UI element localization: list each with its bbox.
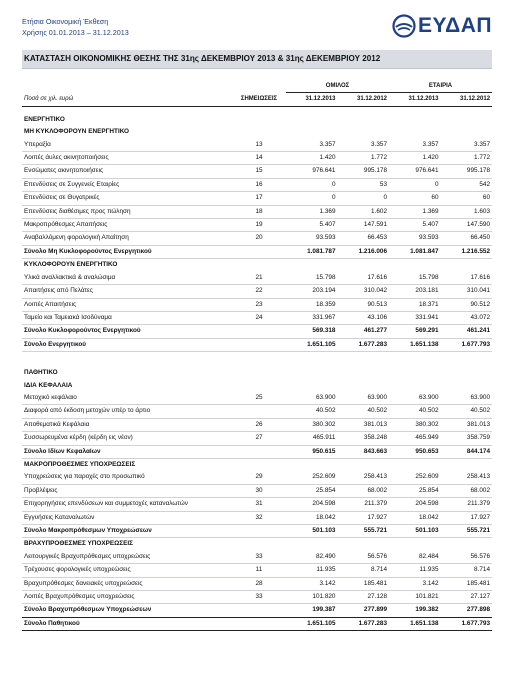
row-note: 14 [232, 152, 286, 165]
group-2012-value: 258.413 [338, 471, 390, 484]
statement-rows [22, 106, 492, 630]
company-2012-value: 1.603 [441, 205, 493, 218]
group-2013-value: 252.609 [286, 471, 338, 484]
group-2013-header: 31.12.2013 [286, 93, 338, 106]
company-2013-value: 60 [389, 192, 441, 205]
spacer-row [22, 352, 492, 368]
company-2012-value: 258.413 [441, 471, 493, 484]
row-note [232, 445, 286, 458]
table-row [22, 577, 492, 590]
subtotal-row [22, 445, 492, 458]
company-2012-value: 43.072 [441, 311, 493, 324]
row-label: Εγγυήσεις Καταναλωτών [22, 511, 232, 524]
company-2012-header: 31.12.2012 [441, 93, 493, 106]
company-2012-value: 60 [441, 192, 493, 205]
group-header: ΟΜΙΛΟΣ [286, 80, 389, 93]
row-label: Επενδύσεις σε Θυγατρικές [22, 192, 232, 205]
row-label: Σύνολο Ενεργητικού [22, 338, 232, 351]
row-note: 13 [232, 139, 286, 152]
company-2012-value: 68.002 [441, 484, 493, 497]
statement-title-bar [22, 50, 492, 69]
row-note: 33 [232, 591, 286, 604]
group-2012-header: 31.12.2012 [338, 93, 390, 106]
row-label: Σύνολο Παθητικού [22, 617, 232, 630]
table-row [22, 392, 492, 405]
row-label: Επενδύσεις σε Συγγενείς Εταιρίες [22, 178, 232, 191]
group-2012-value: 56.576 [338, 551, 390, 564]
company-2013-value: 63.900 [389, 392, 441, 405]
group-2013-value: 1.420 [286, 152, 338, 165]
notes-header: ΣΗΜΕΙΩΣΕΙΣ [232, 93, 286, 106]
company-2012-value: 17.616 [441, 272, 493, 285]
group-2013-value: 3.142 [286, 577, 338, 590]
group-2013-value: 11.935 [286, 564, 338, 577]
table-row [22, 551, 492, 564]
row-label: Μακροπρόθεσμες Απαιτήσεις [22, 219, 232, 232]
row-note [232, 325, 286, 338]
row-label: Λοιπές Βραχυπρόθεσμες υποχρεώσεις [22, 591, 232, 604]
group-2013-value: 101.820 [286, 591, 338, 604]
group-2012-value: 185.481 [338, 577, 390, 590]
subtotal-row [22, 604, 492, 617]
table-row [22, 232, 492, 245]
group-2013-value: 1.651.105 [286, 617, 338, 630]
company-2013-value: 15.798 [389, 272, 441, 285]
company-2013-header: 31.12.2013 [389, 93, 441, 106]
section-heading-row [22, 367, 492, 379]
group-2013-value: 569.318 [286, 325, 338, 338]
row-note: 31 [232, 498, 286, 511]
company-2012-value: 27.127 [441, 591, 493, 604]
group-2013-value: 199.387 [286, 604, 338, 617]
group-2012-value: 66.453 [338, 232, 390, 245]
company-2012-value: 185.481 [441, 577, 493, 590]
row-label: Ταμείο και Ταμειακά Ισοδύναμα [22, 311, 232, 324]
company-2013-value: 569.291 [389, 325, 441, 338]
row-note [232, 405, 286, 418]
company-2012-value: 1.772 [441, 152, 493, 165]
company-2013-value: 0 [389, 178, 441, 191]
row-label: Σύνολο Κυκλοφορούντος Ενεργητικού [22, 325, 232, 338]
row-label: Σύνολο Μη Κυκλοφορούντος Ενεργητικού [22, 245, 232, 258]
group-2012-value: 843.663 [338, 445, 390, 458]
company-logo [392, 14, 496, 38]
company-2013-value: 25.854 [389, 484, 441, 497]
group-2013-value: 1.081.787 [286, 245, 338, 258]
group-2013-value: 501.103 [286, 525, 338, 538]
group-2013-value: 63.900 [286, 392, 338, 405]
row-note: 30 [232, 484, 286, 497]
row-label: Αποθεματικά Κεφάλαια [22, 418, 232, 431]
row-note: 28 [232, 577, 286, 590]
table-row [22, 591, 492, 604]
group-2013-value: 0 [286, 178, 338, 191]
row-label: Τρέχουσες φορολογικές υποχρεώσεις [22, 564, 232, 577]
row-label: Ενσώματες ακινητοποιήσεις [22, 165, 232, 178]
group-2012-value: 27.128 [338, 591, 390, 604]
row-note: 24 [232, 311, 286, 324]
row-label: Λοιπές άυλες ακινητοποιήσεις [22, 152, 232, 165]
group-2012-value: 1.772 [338, 152, 390, 165]
company-2013-value: 199.382 [389, 604, 441, 617]
group-2012-value: 147.591 [338, 219, 390, 232]
group-2012-value: 995.178 [338, 165, 390, 178]
group-2013-value: 3.357 [286, 139, 338, 152]
company-2012-value: 1.677.793 [441, 617, 493, 630]
row-label: Υλικά αναλλακτικά & αναλώσιμα [22, 272, 232, 285]
row-note: 21 [232, 272, 286, 285]
table-row [22, 418, 492, 431]
row-note: 26 [232, 418, 286, 431]
table-row [22, 498, 492, 511]
group-2013-value: 40.502 [286, 405, 338, 418]
group-2013-value: 25.854 [286, 484, 338, 497]
company-2012-value: 995.178 [441, 165, 493, 178]
company-2013-value: 3.357 [389, 139, 441, 152]
row-note: 25 [232, 392, 286, 405]
group-2012-value: 1.602 [338, 205, 390, 218]
table-row [22, 272, 492, 285]
company-header: ΕΤΑΙΡΙΑ [389, 80, 492, 93]
row-note: 23 [232, 298, 286, 311]
logo-wordmark: ΕΥΔΑΠ [418, 14, 493, 37]
company-2013-value: 40.502 [389, 405, 441, 418]
company-2013-value: 1.651.138 [389, 617, 441, 630]
section-heading-row [22, 458, 492, 471]
row-label: Σύνολο Μακροπρόθεσμων Υποχρεώσεων [22, 525, 232, 538]
group-2013-value: 1.369 [286, 205, 338, 218]
subtotal-row [22, 617, 492, 630]
group-2012-value: 555.721 [338, 525, 390, 538]
row-note: 29 [232, 471, 286, 484]
group-2012-value: 40.502 [338, 405, 390, 418]
table-row [22, 139, 492, 152]
group-2012-value: 310.042 [338, 285, 390, 298]
table-row [22, 471, 492, 484]
row-label: Υπεραξία [22, 139, 232, 152]
row-note: 11 [232, 564, 286, 577]
section-heading: ΒΡΑΧΥΠΡΟΘΕΣΜΕΣ ΥΠΟΧΡΕΩΣΕΙΣ [24, 540, 134, 548]
row-note: 19 [232, 219, 286, 232]
report-header [22, 16, 129, 38]
section-heading-row [22, 114, 492, 126]
company-2013-value: 5.407 [389, 219, 441, 232]
company-2013-value: 203.181 [389, 285, 441, 298]
group-2013-value: 331.967 [286, 311, 338, 324]
table-row [22, 564, 492, 577]
group-2013-value: 1.651.105 [286, 338, 338, 351]
group-2012-value: 1.216.006 [338, 245, 390, 258]
row-label: Απαιτήσεις από Πελάτες [22, 285, 232, 298]
company-2013-value: 1.081.847 [389, 245, 441, 258]
group-2012-value: 1.677.283 [338, 617, 390, 630]
group-2012-value: 211.379 [338, 498, 390, 511]
group-2012-value: 17.616 [338, 272, 390, 285]
section-heading: ΕΝΕΡΓΗΤΙΚΟ [24, 115, 65, 123]
row-label: Μετοχικό κεφάλαιο [22, 392, 232, 405]
company-2013-value: 101.821 [389, 591, 441, 604]
table-row [22, 298, 492, 311]
company-2013-value: 465.949 [389, 432, 441, 445]
company-2013-value: 331.941 [389, 311, 441, 324]
company-2013-value: 18.371 [389, 298, 441, 311]
group-2012-value: 53 [338, 178, 390, 191]
company-2012-value: 40.502 [441, 405, 493, 418]
company-2012-value: 3.357 [441, 139, 493, 152]
company-2013-value: 11.935 [389, 564, 441, 577]
company-2013-value: 252.609 [389, 471, 441, 484]
company-2012-value: 277.898 [441, 604, 493, 617]
group-2012-value: 3.357 [338, 139, 390, 152]
row-note: 32 [232, 511, 286, 524]
table-row [22, 205, 492, 218]
group-2013-value: 18.042 [286, 511, 338, 524]
company-2013-value: 976.641 [389, 165, 441, 178]
table-row [22, 192, 492, 205]
company-2012-value: 1.216.552 [441, 245, 493, 258]
section-heading-row [22, 538, 492, 551]
section-heading-row [22, 126, 492, 138]
row-note: 20 [232, 232, 286, 245]
group-2012-value: 381.013 [338, 418, 390, 431]
group-2012-value: 63.900 [338, 392, 390, 405]
group-2012-value: 0 [338, 192, 390, 205]
table-row [22, 165, 492, 178]
group-2013-value: 950.615 [286, 445, 338, 458]
row-label: Σύνολο Ιδίων Κεφαλαίων [22, 445, 232, 458]
group-2013-value: 15.798 [286, 272, 338, 285]
section-heading-row [22, 380, 492, 392]
group-2012-value: 68.002 [338, 484, 390, 497]
company-2012-value: 90.512 [441, 298, 493, 311]
company-2012-value: 358.759 [441, 432, 493, 445]
report-title: Ετήσια Οικονομική Έκθεση [22, 17, 109, 26]
company-2012-value: 1.677.793 [441, 338, 493, 351]
table-row [22, 484, 492, 497]
company-2013-value: 380.302 [389, 418, 441, 431]
company-2013-value: 204.598 [389, 498, 441, 511]
report-period: Χρήσης 01.01.2013 – 31.12.2013 [22, 28, 129, 37]
subtotal-row [22, 525, 492, 538]
column-header-row [22, 93, 492, 106]
row-label: Λοιπές Απαιτήσεις [22, 298, 232, 311]
company-2012-value: 8.714 [441, 564, 493, 577]
table-row [22, 219, 492, 232]
column-group-row [22, 80, 492, 93]
row-label: Επιχορηγήσεις επενδύσεων και συμμετοχές καταναλωτών [22, 498, 232, 511]
group-2013-value: 0 [286, 192, 338, 205]
statement-title: ΚΑΤΑΣΤΑΣΗ ΟΙΚΟΝΟΜΙΚΗΣ ΘΕΣΗΣ ΤΗΣ 31ης ΔΕΚΕΜΒΡΙΟΥ 2013 & 31ης ΔΕΚΕΜΒΡΙΟΥ 2012 [24, 54, 381, 63]
subtotal-row [22, 245, 492, 258]
company-2013-value: 82.484 [389, 551, 441, 564]
company-2012-value: 63.900 [441, 392, 493, 405]
company-2012-value: 461.241 [441, 325, 493, 338]
table-row [22, 178, 492, 191]
company-2013-value: 950.653 [389, 445, 441, 458]
row-label: Λειτουργικές Βραχυπρόθεσμες υποχρεώσεις [22, 551, 232, 564]
row-note [232, 617, 286, 630]
group-2012-value: 358.248 [338, 432, 390, 445]
section-heading: ΠΑΘΗΤΙΚΟ [24, 369, 58, 377]
group-2012-value: 1.677.283 [338, 338, 390, 351]
company-2012-value: 147.590 [441, 219, 493, 232]
group-2013-value: 18.359 [286, 298, 338, 311]
group-2013-value: 204.598 [286, 498, 338, 511]
row-label: Διαφορά από έκδοση μετοχών υπέρ το άρτιο [22, 405, 232, 418]
table-row [22, 311, 492, 324]
group-2013-value: 465.911 [286, 432, 338, 445]
row-note: 17 [232, 192, 286, 205]
table-row [22, 432, 492, 445]
row-label: Συσσωρευμένα κέρδη (κέρδη εις νέον) [22, 432, 232, 445]
company-2012-value: 66.450 [441, 232, 493, 245]
table-row [22, 285, 492, 298]
company-2012-value: 844.174 [441, 445, 493, 458]
unit-note: Ποσά σε χιλ. ευρώ [22, 93, 232, 106]
group-2012-value: 90.513 [338, 298, 390, 311]
row-note: 18 [232, 205, 286, 218]
group-2013-value: 5.407 [286, 219, 338, 232]
company-2012-value: 310.041 [441, 285, 493, 298]
row-label: Υποχρεώσεις για παροχές στο προσωπικό [22, 471, 232, 484]
group-2012-value: 461.277 [338, 325, 390, 338]
subtotal-row [22, 338, 492, 351]
group-2013-value: 976.641 [286, 165, 338, 178]
company-2012-value: 17.927 [441, 511, 493, 524]
group-2012-value: 8.714 [338, 564, 390, 577]
section-heading: ΙΔΙΑ ΚΕΦΑΛΑΙΑ [24, 381, 73, 389]
row-label: Βραχυπρόθεσμες δανειακές υποχρεώσεις [22, 577, 232, 590]
table-row [22, 152, 492, 165]
row-label: Σύνολο Βραχυπρόθεσμων Υποχρεώσεων [22, 604, 232, 617]
row-note [232, 604, 286, 617]
row-note: 27 [232, 432, 286, 445]
section-heading: ΜΗ ΚΥΚΛΟΦΟΡΟΥΝ ΕΝΕΡΓΗΤΙΚΟ [24, 128, 130, 136]
group-2013-value: 93.593 [286, 232, 338, 245]
section-heading-row [22, 259, 492, 272]
subtotal-row [22, 325, 492, 338]
group-2012-value: 277.899 [338, 604, 390, 617]
company-2012-value: 56.576 [441, 551, 493, 564]
section-heading: ΚΥΚΛΟΦΟΡΟΥΝ ΕΝΕΡΓΗΤΙΚΟ [24, 261, 118, 269]
company-2012-value: 555.721 [441, 525, 493, 538]
company-2012-value: 542 [441, 178, 493, 191]
company-2012-value: 381.013 [441, 418, 493, 431]
group-2012-value: 43.106 [338, 311, 390, 324]
company-2013-value: 18.042 [389, 511, 441, 524]
row-note: 15 [232, 165, 286, 178]
group-2013-value: 82.490 [286, 551, 338, 564]
company-2013-value: 3.142 [389, 577, 441, 590]
row-label: Προβλέψεις [22, 484, 232, 497]
table-row [22, 405, 492, 418]
section-heading: ΜΑΚΡΟΠΡΟΘΕΣΜΕΣ ΥΠΟΧΡΕΩΣΕΙΣ [24, 460, 136, 468]
row-label: Αναβαλλόμενη φορολογική Απαίτηση [22, 232, 232, 245]
row-note [232, 525, 286, 538]
spacer-row [22, 106, 492, 114]
company-2013-value: 501.103 [389, 525, 441, 538]
row-note: 33 [232, 551, 286, 564]
company-2013-value: 1.651.138 [389, 338, 441, 351]
table-row [22, 511, 492, 524]
row-note: 16 [232, 178, 286, 191]
financial-position-table [22, 80, 492, 631]
row-note [232, 338, 286, 351]
water-drop-logo-icon [392, 14, 416, 38]
company-2013-value: 1.420 [389, 152, 441, 165]
company-2013-value: 93.593 [389, 232, 441, 245]
group-2013-value: 203.194 [286, 285, 338, 298]
group-2012-value: 17.927 [338, 511, 390, 524]
row-note: 22 [232, 285, 286, 298]
company-2012-value: 211.379 [441, 498, 493, 511]
group-2013-value: 380.302 [286, 418, 338, 431]
company-2013-value: 1.369 [389, 205, 441, 218]
row-label: Επενδύσεις διαθέσιμες προς πώληση [22, 205, 232, 218]
row-note [232, 245, 286, 258]
